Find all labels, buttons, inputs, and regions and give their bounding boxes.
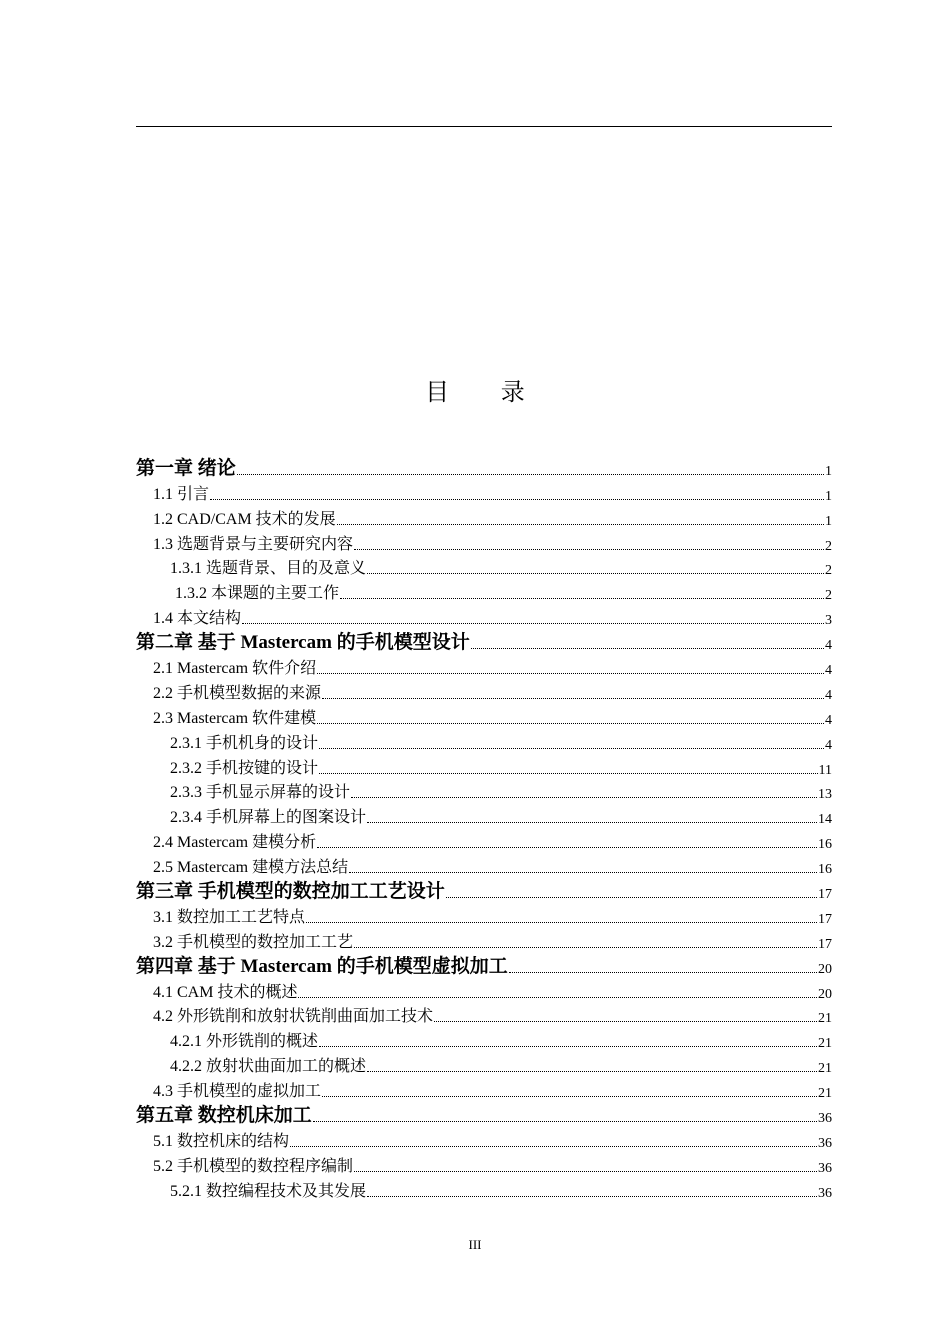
toc-leader-dots xyxy=(298,997,817,998)
toc-entry xyxy=(136,1103,832,1128)
toc-leader-dots xyxy=(367,822,817,823)
toc-leader-dots xyxy=(354,549,824,550)
toc-entry-page: 36 xyxy=(818,1185,832,1201)
toc-entry-label: 5.1 数控机床的结构 xyxy=(153,1132,290,1150)
toc-entry xyxy=(136,929,832,954)
toc-entry-label: 第四章 基于 Mastercam 的手机模型虚拟加工 xyxy=(136,955,508,977)
toc-entry-page: 11 xyxy=(818,762,832,778)
toc-entry xyxy=(136,680,832,705)
toc-entry-label: 1.3 选题背景与主要研究内容 xyxy=(153,535,354,553)
toc-entry-label: 4.2.2 放射状曲面加工的概述 xyxy=(170,1058,367,1076)
toc-entry-label: 5.2 手机模型的数控程序编制 xyxy=(153,1157,354,1175)
toc-entry-page: 3 xyxy=(825,613,832,629)
toc-entry-page: 17 xyxy=(818,911,832,927)
toc-leader-dots xyxy=(317,673,824,674)
toc-entry xyxy=(136,506,832,531)
toc-entry-label: 2.3.2 手机按键的设计 xyxy=(170,759,319,777)
toc-entry xyxy=(136,655,832,680)
toc-entry-page: 20 xyxy=(818,961,832,977)
toc-leader-dots xyxy=(322,698,824,699)
toc-entry-page: 17 xyxy=(818,887,832,903)
toc-entry xyxy=(136,804,832,829)
toc-entry xyxy=(136,481,832,506)
toc-entry xyxy=(136,730,832,755)
toc-leader-dots xyxy=(337,524,824,525)
toc-leader-dots xyxy=(434,1021,817,1022)
toc-entry-page: 4 xyxy=(825,712,832,728)
toc-leader-dots xyxy=(317,847,817,848)
toc-entry-label: 1.3.1 选题背景、目的及意义 xyxy=(170,560,367,578)
toc-leader-dots xyxy=(340,598,824,599)
toc-entry-page: 1 xyxy=(825,513,832,529)
toc-entry xyxy=(136,755,832,780)
toc-entry xyxy=(136,904,832,929)
toc-entry-page: 14 xyxy=(818,812,832,828)
toc-leader-dots xyxy=(354,1171,817,1172)
toc-leader-dots xyxy=(471,648,824,649)
toc-entry xyxy=(136,1078,832,1103)
toc-entry-label: 第二章 基于 Mastercam 的手机模型设计 xyxy=(136,632,470,654)
toc-entry xyxy=(136,1178,832,1203)
toc-entry-label: 4.1 CAM 技术的概述 xyxy=(153,983,298,1001)
toc-entry-label: 2.3.4 手机屏幕上的图案设计 xyxy=(170,809,367,827)
toc-leader-dots xyxy=(242,623,824,624)
toc-leader-dots xyxy=(351,797,817,798)
toc-entry-label: 2.2 手机模型数据的来源 xyxy=(153,684,322,702)
toc-entry-page: 1 xyxy=(825,463,832,479)
toc-entry xyxy=(136,456,832,481)
toc-entry xyxy=(136,1128,832,1153)
toc-entry xyxy=(136,580,832,605)
toc-entry xyxy=(136,1004,832,1029)
toc-entry-label: 2.5 Mastercam 建模方法总结 xyxy=(153,859,349,877)
toc-entry xyxy=(136,1028,832,1053)
toc-entry xyxy=(136,829,832,854)
toc-leader-dots xyxy=(313,1121,817,1122)
toc-entry-label: 2.3.3 手机显示屏幕的设计 xyxy=(170,784,351,802)
toc-entry-page: 2 xyxy=(825,588,832,604)
toc-entry-label: 1.1 引言 xyxy=(153,485,210,503)
toc-leader-dots xyxy=(446,897,817,898)
toc-leader-dots xyxy=(354,947,817,948)
toc-entry-page: 2 xyxy=(825,563,832,579)
toc-entry xyxy=(136,531,832,556)
toc-entry-label: 1.2 CAD/CAM 技术的发展 xyxy=(153,510,336,528)
toc-leader-dots xyxy=(306,922,817,923)
toc-entry xyxy=(136,780,832,805)
toc-entry xyxy=(136,605,832,630)
toc-entry-label: 2.3 Mastercam 软件建模 xyxy=(153,709,317,727)
toc-entry-page: 1 xyxy=(825,488,832,504)
toc-entry xyxy=(136,1153,832,1178)
toc-leader-dots xyxy=(367,1071,817,1072)
toc-leader-dots xyxy=(319,1046,817,1047)
toc-entry-label: 1.3.2 本课题的主要工作 xyxy=(175,585,340,603)
toc-entry xyxy=(136,879,832,904)
toc-entry-label: 3.2 手机模型的数控加工工艺 xyxy=(153,933,354,951)
toc-entry-page: 20 xyxy=(818,986,832,1002)
toc-leader-dots xyxy=(349,872,817,873)
toc-entry xyxy=(136,979,832,1004)
toc-entry-page: 4 xyxy=(825,737,832,753)
toc-entry xyxy=(136,954,832,979)
toc-entry-page: 21 xyxy=(818,1011,832,1027)
toc-leader-dots xyxy=(319,748,824,749)
page-number: III xyxy=(468,1237,482,1252)
toc-entry-label: 2.4 Mastercam 建模分析 xyxy=(153,834,317,852)
toc-entry-page: 4 xyxy=(825,663,832,679)
toc-entry-page: 36 xyxy=(818,1160,832,1176)
toc-entry xyxy=(136,705,832,730)
header-rule xyxy=(136,126,832,127)
toc-entry-label: 4.3 手机模型的虚拟加工 xyxy=(153,1083,322,1101)
toc-entry-page: 4 xyxy=(825,638,832,654)
toc-entry xyxy=(136,1053,832,1078)
toc-leader-dots xyxy=(210,499,824,500)
toc-entry-page: 17 xyxy=(818,936,832,952)
toc-leader-dots xyxy=(317,723,824,724)
toc-entry-page: 2 xyxy=(825,538,832,554)
toc-title: 目 录 xyxy=(425,378,547,406)
toc-entry-page: 4 xyxy=(825,687,832,703)
toc-entry-label: 3.1 数控加工工艺特点 xyxy=(153,908,306,926)
toc-entry-page: 13 xyxy=(818,787,832,803)
toc-entry-label: 1.4 本文结构 xyxy=(153,610,242,628)
toc-leader-dots xyxy=(237,474,824,475)
toc-entry-page: 21 xyxy=(818,1086,832,1102)
toc-entry-page: 16 xyxy=(818,837,832,853)
toc-entry-label: 5.2.1 数控编程技术及其发展 xyxy=(170,1182,367,1200)
toc-leader-dots xyxy=(322,1096,817,1097)
toc-entry-label: 第三章 手机模型的数控加工工艺设计 xyxy=(136,881,445,903)
toc-leader-dots xyxy=(319,773,818,774)
toc-entry xyxy=(136,556,832,581)
toc-leader-dots xyxy=(367,573,824,574)
toc-entry-page: 36 xyxy=(818,1111,832,1127)
toc-entry-page: 21 xyxy=(818,1036,832,1052)
toc-entry xyxy=(136,630,832,655)
table-of-contents xyxy=(136,456,832,1203)
toc-entry-label: 4.2 外形铣削和放射状铣削曲面加工技术 xyxy=(153,1008,434,1026)
toc-entry-label: 2.1 Mastercam 软件介绍 xyxy=(153,660,317,678)
toc-entry-page: 16 xyxy=(818,862,832,878)
toc-entry-page: 21 xyxy=(818,1061,832,1077)
toc-leader-dots xyxy=(509,972,817,973)
toc-entry-label: 2.3.1 手机机身的设计 xyxy=(170,734,319,752)
toc-entry-label: 4.2.1 外形铣削的概述 xyxy=(170,1033,319,1051)
toc-entry xyxy=(136,854,832,879)
toc-leader-dots xyxy=(290,1146,817,1147)
toc-entry-label: 第五章 数控机床加工 xyxy=(136,1105,312,1127)
toc-leader-dots xyxy=(367,1196,817,1197)
toc-entry-label: 第一章 绪论 xyxy=(136,457,236,479)
toc-entry-page: 36 xyxy=(818,1135,832,1151)
